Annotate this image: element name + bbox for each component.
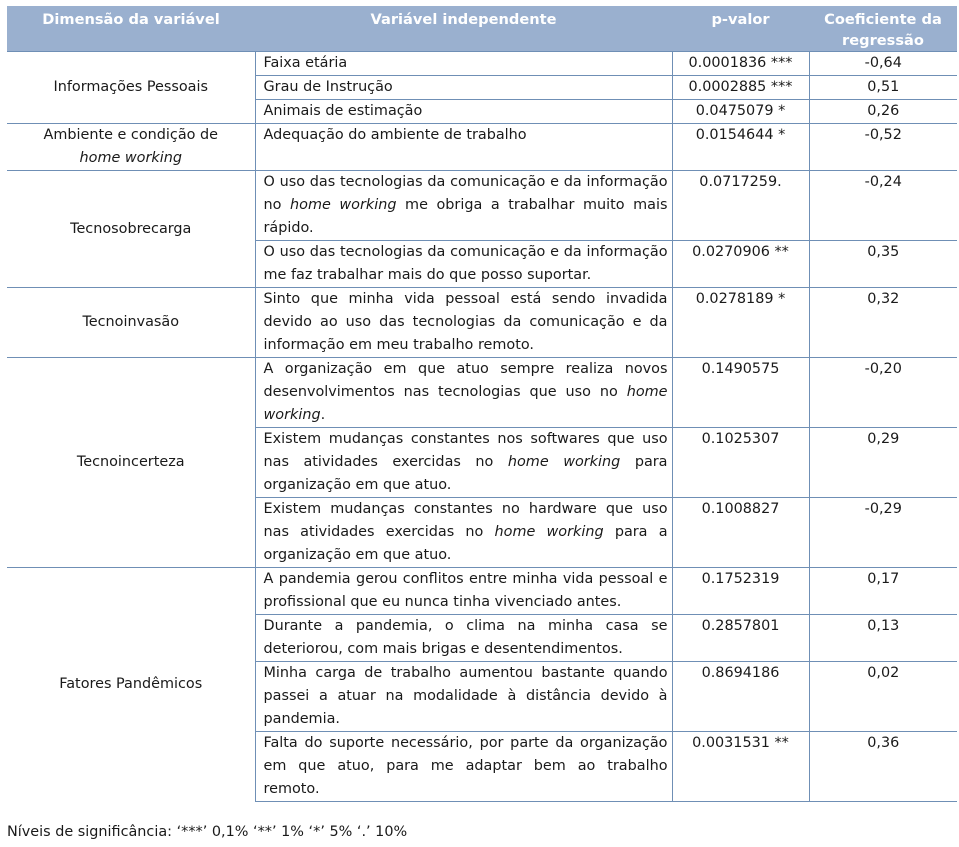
p-value-cell: 0.0717259. <box>672 171 809 241</box>
coefficient-cell: 0,13 <box>809 615 957 662</box>
variable-text-after: para a organização em que atuo. <box>263 524 668 563</box>
p-value-cell: 0.1752319 <box>672 568 809 615</box>
variable-text: O uso das tecnologias da comunicação e da informação me faz trabalhar mais do que posso suportar. <box>263 244 668 283</box>
dimension-cell <box>7 288 255 358</box>
p-value-cell: 0.0031531 ** <box>672 732 809 802</box>
variable-text-italic: home working <box>263 384 668 423</box>
variable-cell <box>255 241 672 288</box>
coefficient-cell: 0,35 <box>809 241 957 288</box>
table-row <box>7 568 957 615</box>
header-dimension: Dimensão da variável <box>7 6 255 52</box>
variable-cell <box>255 76 672 100</box>
coefficient-cell: 0,26 <box>809 100 957 124</box>
variable-text: Minha carga de trabalho aumentou bastante quando passei a atuar na modalidade à distância devido à pandemia. <box>263 665 668 727</box>
p-value-cell: 0.0475079 * <box>672 100 809 124</box>
variable-text: Animais de estimação <box>263 103 423 119</box>
variable-text-italic: home working <box>290 197 397 213</box>
dimension-cell <box>7 124 255 171</box>
coefficient-cell: -0,29 <box>809 498 957 568</box>
variable-text: Durante a pandemia, o clima na minha casa se deteriorou, com mais brigas e desentendimentos. <box>263 618 668 657</box>
p-value-cell: 0.1025307 <box>672 428 809 498</box>
p-value-cell: 0.1008827 <box>672 498 809 568</box>
coefficient-cell: -0,20 <box>809 358 957 428</box>
variable-text: A pandemia gerou conflitos entre minha vida pessoal e profissional que eu nunca tinha vivenciado antes. <box>263 571 668 610</box>
coefficient-cell: 0,17 <box>809 568 957 615</box>
coefficient-cell: -0,24 <box>809 171 957 241</box>
variable-cell <box>255 662 672 732</box>
p-value-cell: 0.8694186 <box>672 662 809 732</box>
table-body <box>7 52 957 802</box>
variable-cell <box>255 124 672 171</box>
dimension-label: Tecnoincerteza <box>76 454 185 470</box>
dimension-cell <box>7 171 255 288</box>
coefficient-cell: 0,32 <box>809 288 957 358</box>
variable-cell <box>255 498 672 568</box>
variable-text: Faixa etária <box>263 55 348 71</box>
variable-cell <box>255 171 672 241</box>
p-value-cell: 0.0154644 * <box>672 124 809 171</box>
dimension-cell <box>7 358 255 568</box>
dimension-label: Ambiente e condição de <box>43 127 219 143</box>
table-row <box>7 358 957 428</box>
variable-text-after: me obriga a trabalhar muito mais rápido. <box>263 197 668 236</box>
variable-text: Sinto que minha vida pessoal está sendo invadida devido ao uso das tecnologias da comunicação e da informação em meu trabalho remoto. <box>263 291 668 353</box>
variable-cell <box>255 428 672 498</box>
p-value-cell: 0.1490575 <box>672 358 809 428</box>
variable-text: A organização em que atuo sempre realiza novos desenvolvimentos nas tecnologias que uso no <box>263 361 668 400</box>
table-row <box>7 52 957 76</box>
variable-text: O uso das tecnologias da comunicação e da informação no <box>263 174 668 213</box>
variable-text: Existem mudanças constantes no hardware que uso nas atividades exercidas no <box>263 501 668 540</box>
p-value-cell: 0.0001836 *** <box>672 52 809 76</box>
p-value-cell: 0.0278189 * <box>672 288 809 358</box>
variable-cell <box>255 732 672 802</box>
p-value-cell: 0.2857801 <box>672 615 809 662</box>
dimension-label: Informações Pessoais <box>53 79 208 95</box>
variable-cell <box>255 568 672 615</box>
coefficient-cell: 0,02 <box>809 662 957 732</box>
variable-cell <box>255 615 672 662</box>
table-row <box>7 124 957 171</box>
regression-table <box>7 6 957 802</box>
dimension-label-italic: home working <box>79 150 182 166</box>
p-value-cell: 0.0270906 ** <box>672 241 809 288</box>
table-row <box>7 171 957 241</box>
table-header-row <box>7 6 957 52</box>
variable-text-after: para organização em que atuo. <box>263 454 668 493</box>
p-value-cell: 0.0002885 *** <box>672 76 809 100</box>
dimension-label: Tecnosobrecarga <box>70 220 192 237</box>
variable-text: Existem mudanças constantes nos softwares que uso nas atividades exercidas no <box>263 431 668 470</box>
variable-cell <box>255 100 672 124</box>
dimension-cell <box>7 52 255 124</box>
header-coefficient: Coeficiente da regressão <box>809 6 957 52</box>
table-row <box>7 288 957 358</box>
variable-cell <box>255 288 672 358</box>
variable-cell <box>255 358 672 428</box>
variable-text-after: . <box>320 407 326 423</box>
variable-cell <box>255 52 672 76</box>
coefficient-cell: 0,29 <box>809 428 957 498</box>
coefficient-cell: -0,64 <box>809 52 957 76</box>
variable-text-italic: home working <box>494 524 604 540</box>
coefficient-cell: 0,51 <box>809 76 957 100</box>
variable-text: Falta do suporte necessário, por parte da organização em que atuo, para me adaptar bem ao trabalho remoto. <box>263 735 668 797</box>
variable-text: Adequação do ambiente de trabalho <box>263 127 527 143</box>
dimension-label: Tecnoinvasão <box>82 314 180 330</box>
dimension-label: Fatores Pandêmicos <box>59 676 203 693</box>
dimension-cell <box>7 568 255 802</box>
variable-text-italic: home working <box>507 454 621 470</box>
coefficient-cell: 0,36 <box>809 732 957 802</box>
header-variable: Variável independente <box>255 6 672 52</box>
coefficient-cell: -0,52 <box>809 124 957 171</box>
significance-footnote: Níveis de significância: ‘***’ 0,1% ‘**’ 1% ‘*’ 5% ‘.’ 10% <box>7 824 408 840</box>
header-p-value: p-valor <box>672 6 809 52</box>
variable-text: Grau de Instrução <box>263 79 393 95</box>
